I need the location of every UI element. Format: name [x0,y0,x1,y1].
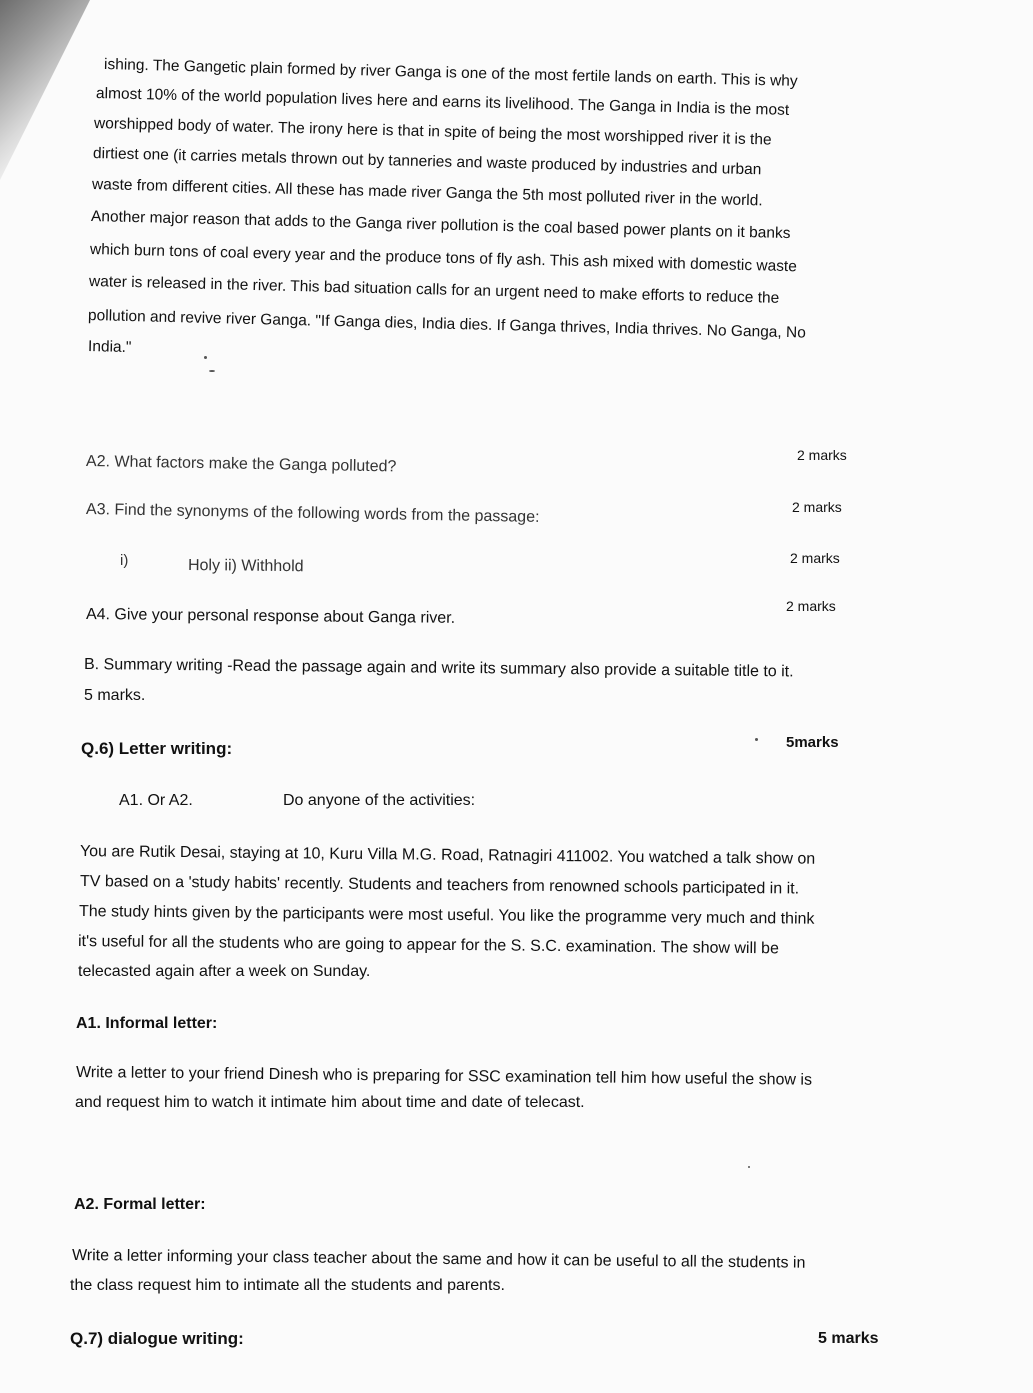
q6-context-line: TV based on a 'study habits' recently. Students and teachers from renowned schools participated in it. [79,873,800,898]
q6-a1-title: A1. Informal letter: [76,1015,218,1032]
marks-a3: 2 marks [792,499,842,515]
passage-line: waste from different cities. All these has made river Ganga the 5th most polluted river in the world. [91,176,763,210]
passage-line: India." [87,338,132,357]
q6-a2-line: Write a letter informing your class teacher about the same and how it can be useful to all the students in [71,1247,806,1272]
q6-context-line: The study hints given by the participants were most useful. You like the programme very much and think [78,903,815,928]
marks-a2: 2 marks [797,447,847,463]
marks-a4: 2 marks [786,598,836,614]
passage-line: worshipped body of water. The irony here is that in spite of being the most worshipped river it is the [93,115,772,149]
question-a3: A3. Find the synonyms of the following words from the passage: [85,501,540,526]
passage-line: pollution and revive river Ganga. "If Ganga dies, India dies. If Ganga thrives, India thrives. No Ganga, No [87,307,807,342]
q6-context-line: telecasted again after a week on Sunday. [78,963,371,980]
passage-line: dirtiest one (it carries metals thrown out by tanneries and waste produced by industries and urban [92,145,762,179]
q6-a1-line: and request him to watch it intimate him about time and date of telecast. [75,1094,585,1111]
marks-b: 5 marks. [84,687,146,704]
q6-a1-line: Write a letter to your friend Dinesh who is preparing for SSC examination tell him how useful the show is [75,1064,813,1089]
q6-choice-text: Do anyone of the activities: [283,792,476,809]
passage-line: water is released in the river. This bad situation calls for an urgent need to make efforts to reduce the [88,273,780,307]
question-a4: A4. Give your personal response about Ganga river. [85,606,456,627]
scan-speck [209,370,215,372]
scan-edge-shadow [0,0,90,180]
q6-marks: 5marks [786,734,839,751]
question-a2: A2. What factors make the Ganga polluted? [85,453,397,476]
passage-line: ishing. The Gangetic plain formed by river Ganga is one of the most fertile lands on earth. This is why [103,56,798,90]
scan-speck [748,1166,750,1168]
q6-context-line: it's useful for all the students who are going to appear for the S. S.C. examination. The show will be [77,933,779,958]
passage-line: which burn tons of coal every year and the produce tons of fly ash. This ash mixed with domestic waste [89,241,798,276]
question-a3-sub-number: i) [120,552,129,569]
marks-a3-sub: 2 marks [790,550,840,566]
q6-a2-title: A2. Formal letter: [74,1196,206,1213]
q6-choice-label: A1. Or A2. [119,792,193,809]
question-a3-sub: Holy ii) Withhold [187,557,304,576]
question-b: B. Summary writing -Read the passage again and write its summary also provide a suitable title to it. [83,656,794,681]
q7-marks: 5 marks [818,1330,879,1347]
q6-a2-line: the class request him to intimate all the students and parents. [70,1277,505,1294]
scan-speck [755,738,758,741]
scan-speck [204,356,207,359]
q6-title: Q.6) Letter writing: [81,739,233,758]
q6-context-line: You are Rutik Desai, staying at 10, Kuru Villa M.G. Road, Ratnagiri 411002. You watched a talk show on [79,843,816,868]
passage-line: Another major reason that adds to the Ganga river pollution is the coal based power plants on it banks [90,208,791,243]
q7-title: Q.7) dialogue writing: [70,1329,244,1348]
passage-line: almost 10% of the world population lives here and earns its livelihood. The Ganga in India is the most [95,85,790,119]
